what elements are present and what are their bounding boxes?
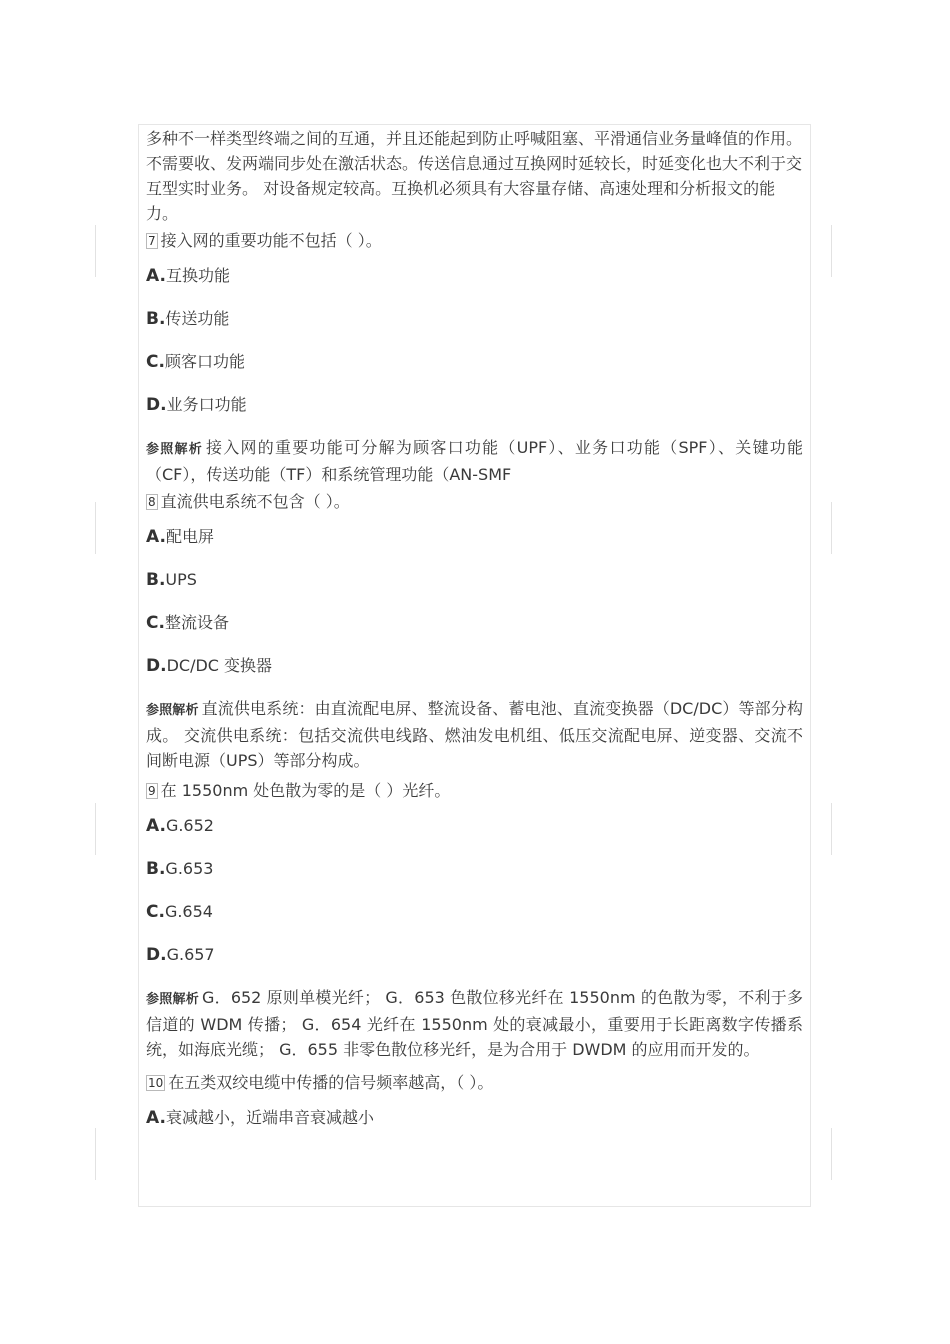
option-letter: B. [146,309,166,329]
question-line [139,778,810,804]
question-line [139,489,810,515]
option-letter: B. [146,859,166,879]
analysis-text: 接入网的重要功能可分解为顾客口功能（UPF）、业务口功能（SPF）、关键功能（CF），传送功能（TF）和系统管理功能（AN-SMF [146,438,803,484]
analysis-text: 直流供电系统：由直流配电屏、整流设备、蓄电池、直流变换器（DC/DC）等部分构成。 交流供电系统：包括交流供电线路、燃油发电机组、低压交流配电屏、逆变器、交流不间断电源（UPS）等部分构成。 [146,699,803,770]
option-d[interactable] [139,933,810,976]
option-text: 传送功能 [165,309,230,328]
question-number: 10 [148,1076,164,1090]
answer-label: 参照解析 [146,442,204,457]
margin-rule-right [831,502,832,554]
option-letter: B. [146,570,166,590]
question-text: 直流供电系统不包含（ ）。 [160,492,350,511]
option-a[interactable] [139,804,810,847]
option-text: G.654 [164,902,213,921]
question-line [139,1070,810,1096]
option-letter: A. [146,266,166,286]
intro-paragraph: 多种不一样类型终端之间的互通，并且还能起到防止呼喊阻塞、平滑通信业务量峰值的作用。不需要收、发两端同步处在激活状态。传送信息通过互换网时延较长，时延变化也大不利于交互型实时业务。 对设备规定较高。互换机必须具有大容量存储、高速处理和分析报文的能力。 [146,129,803,223]
option-text: 顾客口功能 [164,352,245,371]
margin-rule-left [95,502,96,554]
question-block-10 [139,1070,810,1139]
margin-rule-right [831,225,832,277]
option-text: UPS [165,570,197,589]
option-c[interactable] [139,601,810,644]
question-text: 在五类双绞电缆中传播的信号频率越高，（ ）。 [168,1073,494,1092]
question-number: 7 [148,234,156,248]
option-c[interactable] [139,890,810,933]
option-b[interactable] [139,847,810,890]
option-a[interactable] [139,515,810,558]
option-letter: D. [146,945,167,965]
question-number: 9 [148,784,156,798]
option-b[interactable] [139,297,810,340]
margin-rule-left [95,803,96,855]
option-letter: C. [146,613,165,633]
option-letter: A. [146,816,166,836]
option-text: G.657 [166,945,215,964]
margin-rule-right [831,1128,832,1180]
question-text: 接入网的重要功能不包括（ ）。 [160,231,382,250]
question-block-9 [139,778,810,1062]
option-text: 衰减越小，近端串音衰减越小 [165,1108,374,1127]
option-letter: C. [146,352,165,372]
question-number: 8 [148,495,156,509]
question-text: 在 1550nm 处色散为零的是（ ）光纤。 [160,781,451,800]
question-block-8 [139,489,810,773]
option-letter: D. [146,395,167,415]
option-letter: C. [146,902,165,922]
option-a[interactable] [139,1096,810,1139]
answer-analysis [139,435,810,487]
margin-rule-left [95,225,96,277]
option-b[interactable] [139,558,810,601]
answer-analysis [139,696,810,773]
option-text: 互换功能 [165,266,230,285]
answer-label: 参照解析 [146,992,199,1007]
analysis-text: G．652 原则单模光纤； G．653 色散位移光纤在 1550nm 的色散为零，不利于多信道的 WDM 传播； G．654 光纤在 1550nm 处的衰减最小，重要用于长距离数字传播系统，如海底光缆； G．655 非零色散位移光纤，是为合用于 DWDM 的应用而开发的。 [146,988,803,1059]
option-d[interactable] [139,644,810,687]
option-text: G.652 [165,816,214,835]
margin-rule-right [831,803,832,855]
option-letter: D. [146,656,167,676]
answer-label: 参照解析 [146,703,199,718]
option-text: DC/DC 变换器 [166,656,273,675]
margin-rule-left [95,1128,96,1180]
option-text: 配电屏 [165,527,214,546]
option-c[interactable] [139,340,810,383]
question-block-7 [139,228,810,487]
option-d[interactable] [139,383,810,426]
option-text: 业务口功能 [166,395,247,414]
answer-analysis [139,985,810,1062]
question-line [139,228,810,254]
option-a[interactable] [139,254,810,297]
option-text: 整流设备 [164,613,229,632]
option-text: G.653 [165,859,214,878]
option-letter: A. [146,1108,166,1128]
option-letter: A. [146,527,166,547]
exam-content-panel [138,124,811,1207]
